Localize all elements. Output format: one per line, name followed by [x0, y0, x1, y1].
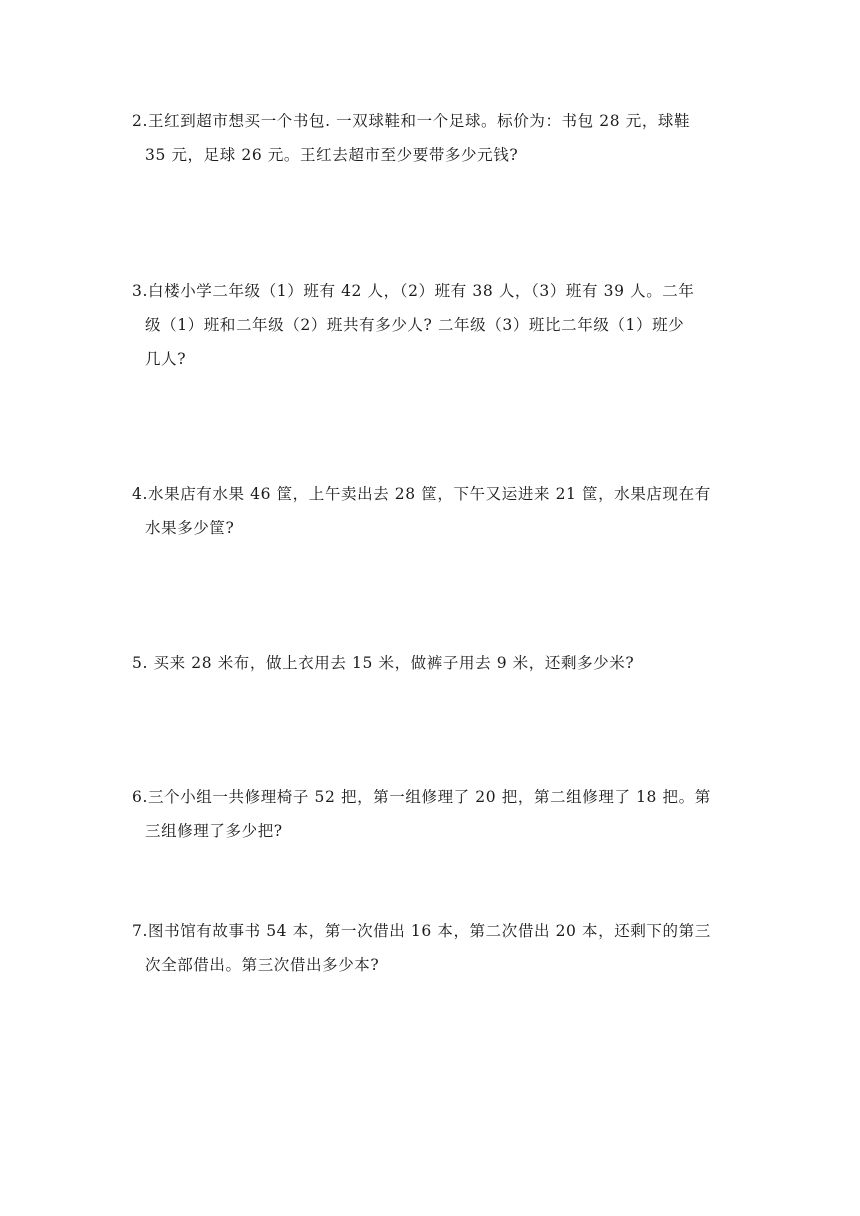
- problem-2-line-2: 35 元，足球 26 元。王红去超市至少要带多少元钱?: [145, 146, 519, 164]
- problem-5-line-1: 5. 买来 28 米布，做上衣用去 15 米，做裤子用去 9 米，还剩多少米?: [132, 654, 635, 672]
- problem-7-line-1: 7.图书馆有故事书 54 本，第一次借出 16 本，第二次借出 20 本，还剩下的第三: [132, 922, 711, 940]
- problem-6: [132, 780, 732, 848]
- problem-3: [132, 274, 732, 376]
- problem-7-line-2: 次全部借出。第三次借出多少本?: [145, 956, 380, 974]
- problem-5: [132, 646, 732, 680]
- problem-4-line-1: 4.水果店有水果 46 筐，上午卖出去 28 筐，下午又运进来 21 筐，水果店现在有: [132, 485, 711, 503]
- problem-3-line-2: 级（1）班和二年级（2）班共有多少人? 二年级（3）班比二年级（1）班少: [145, 316, 685, 334]
- problem-2-line-1: 2.王红到超市想买一个书包. 一双球鞋和一个足球。标价为：书包 28 元，球鞋: [132, 112, 691, 130]
- problem-6-line-2: 三组修理了多少把?: [145, 822, 283, 840]
- problem-3-line-3: 几人?: [145, 350, 187, 368]
- problem-4: [132, 477, 732, 545]
- problem-6-line-1: 6.三个小组一共修理椅子 52 把，第一组修理了 20 把，第二组修理了 18 把。第: [132, 788, 711, 806]
- problem-7: [132, 914, 732, 982]
- problem-4-line-2: 水果多少筐?: [145, 519, 235, 537]
- problem-2: [132, 104, 732, 172]
- problem-3-line-1: 3.白楼小学二年级（1）班有 42 人，（2）班有 38 人，（3）班有 39 人。二年: [132, 282, 695, 300]
